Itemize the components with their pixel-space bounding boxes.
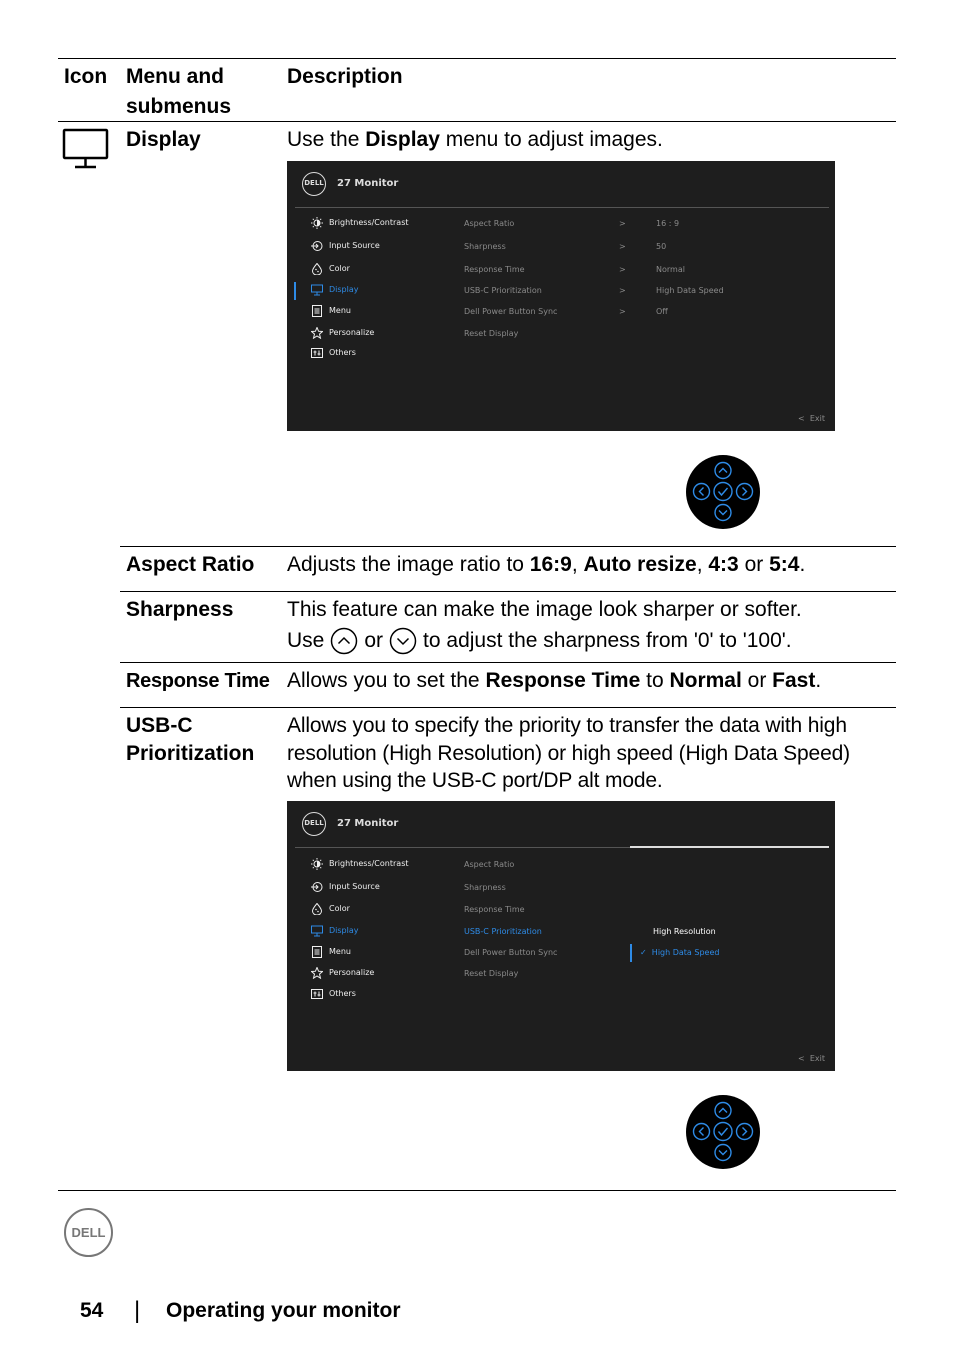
aspect-ratio-name: Aspect Ratio xyxy=(126,553,255,576)
menu-icon xyxy=(311,305,323,317)
osd-sub-aspect-ratio[interactable]: Aspect Ratio xyxy=(464,860,515,869)
response-time-description: Allows you to set the Response Time to Normal or Fast. xyxy=(287,669,822,692)
chevron-right-icon: > xyxy=(619,307,626,316)
chevron-right-icon: > xyxy=(619,219,626,228)
select-button-icon xyxy=(714,483,732,501)
header-rule xyxy=(58,121,896,122)
right-button-icon xyxy=(737,1124,753,1140)
osd-sub-response-time[interactable]: Response Time xyxy=(464,265,525,274)
check-icon: ✓ xyxy=(640,948,647,957)
osd-monitor-name: 27 Monitor xyxy=(337,818,399,829)
dell-logo: DELL xyxy=(302,172,326,196)
osd-value-power-sync: Off xyxy=(656,307,668,316)
osd-sub-response-time[interactable]: Response Time xyxy=(464,905,525,914)
osd-sub-power-sync[interactable]: Dell Power Button Sync xyxy=(464,307,558,316)
page-number: 54 xyxy=(80,1299,104,1322)
up-button-icon xyxy=(330,627,358,655)
section-title: Operating your monitor xyxy=(166,1299,401,1322)
footer-separator: | xyxy=(134,1297,141,1324)
osd-nav-input-source[interactable]: Input Source xyxy=(311,881,451,895)
brightness-icon xyxy=(311,217,323,229)
osd-rule xyxy=(295,207,829,208)
osd-value-response: Normal xyxy=(656,265,685,274)
color-icon xyxy=(311,263,323,275)
monitor-icon xyxy=(62,128,110,172)
osd-screenshot-display xyxy=(287,161,835,431)
row-rule xyxy=(120,662,896,663)
osd-nav-color[interactable]: Color xyxy=(311,263,451,277)
display-menu-name: Display xyxy=(126,128,201,151)
right-button-icon xyxy=(737,484,753,500)
menu-icon xyxy=(311,946,323,958)
chevron-right-icon: > xyxy=(619,242,626,251)
chevron-left-icon: < xyxy=(798,414,805,423)
osd-nav-color[interactable]: Color xyxy=(311,903,451,917)
dell-logo: DELL xyxy=(64,1208,113,1257)
usbc-description: Allows you to specify the priority to transfer the data with high resolution (High Resolution) or high speed (High Data Speed) when using the USB-C port/DP alt mode. xyxy=(287,714,850,792)
sharpness-description-line1: This feature can make the image look sharper or softer. xyxy=(287,598,802,621)
osd-nav-others[interactable]: Others xyxy=(311,347,451,361)
row-rule xyxy=(120,707,896,708)
osd-nav-others[interactable]: Others xyxy=(311,988,451,1002)
chevron-right-icon: > xyxy=(619,286,626,295)
sharpness-description-line2: Use or to adjust the sharpness from '0' to '100'. xyxy=(287,627,792,655)
osd-screenshot-usbc xyxy=(287,801,835,1071)
osd-value-sharpness: 50 xyxy=(656,242,667,251)
star-icon xyxy=(311,967,323,979)
joystick-control xyxy=(686,455,760,529)
header-description: Description xyxy=(287,65,403,88)
osd-nav-brightness[interactable]: Brightness/Contrast xyxy=(311,858,451,872)
up-button-icon xyxy=(715,463,731,479)
dell-logo: DELL xyxy=(302,812,326,836)
osd-value-usbc: High Data Speed xyxy=(656,286,724,295)
osd-selection-bar xyxy=(630,944,632,962)
osd-sub-reset[interactable]: Reset Display xyxy=(464,969,519,978)
osd-nav-menu[interactable]: Menu xyxy=(311,305,451,319)
input-source-icon xyxy=(311,240,323,252)
osd-nav-menu[interactable]: Menu xyxy=(311,946,451,960)
star-icon xyxy=(311,327,323,339)
others-icon xyxy=(311,347,323,359)
select-button-icon xyxy=(714,1123,732,1141)
left-button-icon xyxy=(694,1124,710,1140)
joystick-control xyxy=(686,1095,760,1169)
osd-nav-personalize[interactable]: Personalize xyxy=(311,967,451,981)
osd-selection-bar xyxy=(294,282,296,300)
table-bottom-rule xyxy=(58,1190,896,1191)
others-icon xyxy=(311,988,323,1000)
osd-sub-aspect-ratio[interactable]: Aspect Ratio xyxy=(464,219,515,228)
osd-option-high-resolution[interactable]: High Resolution xyxy=(653,927,716,936)
osd-nav-brightness[interactable]: Brightness/Contrast xyxy=(311,217,451,231)
osd-nav-display[interactable]: Display xyxy=(311,284,451,298)
down-button-icon xyxy=(715,1145,731,1161)
aspect-ratio-description: Adjusts the image ratio to 16:9, Auto resize, 4:3 or 5:4. xyxy=(287,553,806,576)
osd-exit[interactable]: < Exit xyxy=(798,1054,825,1063)
osd-sub-sharpness[interactable]: Sharpness xyxy=(464,242,506,251)
sharpness-name: Sharpness xyxy=(126,598,234,621)
row-rule xyxy=(120,591,896,592)
left-button-icon xyxy=(694,484,710,500)
chevron-right-icon: > xyxy=(619,265,626,274)
osd-sub-reset[interactable]: Reset Display xyxy=(464,329,519,338)
table-top-rule xyxy=(58,58,896,59)
usbc-name: USB-C Prioritization xyxy=(126,714,255,765)
osd-monitor-name: 27 Monitor xyxy=(337,178,399,189)
down-button-icon xyxy=(715,505,731,521)
osd-rule-highlight xyxy=(630,846,829,848)
osd-value-aspect: 16 : 9 xyxy=(656,219,680,228)
row-rule xyxy=(120,546,896,547)
color-icon xyxy=(311,903,323,915)
osd-sub-usbc[interactable]: USB-C Prioritization xyxy=(464,286,542,295)
brightness-icon xyxy=(311,858,323,870)
osd-sub-sharpness[interactable]: Sharpness xyxy=(464,883,506,892)
input-source-icon xyxy=(311,881,323,893)
osd-nav-personalize[interactable]: Personalize xyxy=(311,327,451,341)
chevron-left-icon: < xyxy=(798,1054,805,1063)
display-icon xyxy=(311,284,323,296)
osd-nav-input-source[interactable]: Input Source xyxy=(311,240,451,254)
osd-option-high-data-speed[interactable]: ✓ High Data Speed xyxy=(640,948,720,957)
osd-sub-usbc[interactable]: USB-C Prioritization xyxy=(464,927,542,936)
down-button-icon xyxy=(389,627,417,655)
display-description: Use the Display menu to adjust images. xyxy=(287,128,663,151)
up-button-icon xyxy=(715,1103,731,1119)
header-icon: Icon xyxy=(64,65,108,88)
osd-nav-display[interactable]: Display xyxy=(311,925,451,939)
response-time-name: Response Time xyxy=(126,670,270,692)
osd-sub-power-sync[interactable]: Dell Power Button Sync xyxy=(464,948,558,957)
display-icon xyxy=(311,925,323,937)
header-menu: Menu and submenus xyxy=(126,65,232,118)
osd-exit[interactable]: < Exit xyxy=(798,414,825,423)
